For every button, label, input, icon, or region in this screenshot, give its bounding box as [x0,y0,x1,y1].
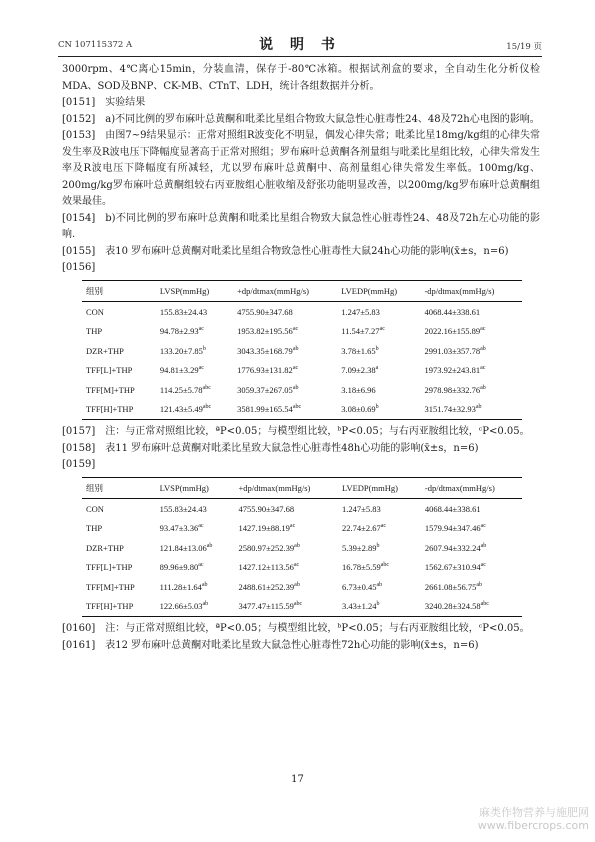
significance-mark: abc [202,404,212,411]
table-row [82,302,522,322]
significance-mark: ac [198,365,204,372]
table-cell: 121.84±13.06$^{ab}$ [159,542,213,553]
column-header: +dp/dtmax(mmHg/s) [233,280,337,302]
table-cell: 7.09±2.38$^a$ [341,365,379,375]
watermark-line: www.fibercrops.com [477,819,589,832]
table-cell: 121.43±5.49$^{abc}$ [156,400,233,420]
significance-mark: ab [476,581,483,588]
significance-mark: ac [380,523,387,530]
table-cell: 1776.93±131.82$^{ac}$ [237,365,299,375]
table-cell: THP [86,523,103,533]
significance-mark: ac [480,365,486,372]
document-title: 说 明 书 [259,37,341,53]
table-cell: CON [86,503,104,514]
table-11-body [82,499,522,617]
paragraph-0159: [0159] [62,459,96,470]
document-body [62,62,540,654]
table-cell: 1.247±5.83 [341,306,380,317]
table-cell: 3151.74±32.93$^{ab}$ [420,400,522,420]
table-cell: 1.247±5.83 [342,503,381,514]
table-cell: 155.83±24.43 [159,503,207,514]
significance-mark: ac [198,523,204,530]
table-cell: 3.43±1.24$^b$ [338,597,421,617]
paragraph-0154: [0154] b)不同比例的罗布麻叶总黄酮和吡柔比星组合物致大鼠急性心脏毒性24、48及72h左心功能的影响. [62,212,540,240]
table-cell: 4068.44±338.61 [424,503,481,514]
significance-mark: b [376,601,380,608]
table-cell: TFF[L]+THP [86,365,133,375]
column-header: +dp/dtmax(mmHg/s) [234,477,338,499]
table-cell: 114.25±5.78$^{abc}$ [159,384,211,395]
paragraph-0151: [0151] 实验结果 [62,97,146,108]
table-row [82,538,522,558]
table-row [82,361,522,381]
significance-mark: ac [198,326,204,333]
significance-mark: abc [380,562,390,569]
table-cell: 3.08±0.69$^b$ [337,400,420,420]
column-header: 组别 [82,477,156,499]
significance-mark: ac [379,326,385,333]
significance-mark: ab [292,345,299,352]
table-cell: 4755.90±347.68 [238,503,295,514]
significance-mark: ac [293,562,300,569]
significance-mark: ab [202,601,209,608]
significance-mark: ac [289,523,296,530]
table-row [82,558,522,578]
table-cell: 2022.16±155.89$^{ac}$ [424,326,486,336]
table-cell: 1562.67±310.94$^{ac}$ [424,562,486,572]
table-cell: 3.78±1.65$^b$ [341,345,379,356]
table-cell: 155.83±24.43 [159,306,208,317]
significance-mark: abc [292,404,302,411]
table11-caption: [0158] 表11 罗布麻叶总黄酮对吡柔比星致大鼠急性心脏毒性48h心功能的影响(x̄±s，n=6) [62,442,479,454]
table-cell: 2978.98±332.76$^{ab}$ [424,384,486,395]
table-cell: TFF[H]+THP [82,597,156,617]
table-cell: TFF[L]+THP [86,562,133,572]
table-cell: 94.78±2.93$^{ac}$ [159,326,204,336]
significance-mark: ac [480,523,486,530]
table-row [82,322,522,342]
significance-mark: ab [294,581,300,588]
table-row [82,519,522,539]
table-row [82,577,522,597]
table-cell: 11.54±7.27$^{ac}$ [341,326,385,336]
table-header-row [82,477,522,499]
significance-mark: ac [292,326,299,333]
significance-mark: abc [202,384,211,391]
table-cell: DZR+THP [86,345,124,356]
table-cell: THP [86,326,103,336]
paragraph-0153: [0153] 由图7~9结果显示：正常对照组R波变化不明显，偶发心律失常；吡柔比星18mg/kg组的心律失常发生率及R波电压下降幅度显著高于正常对照组；罗布麻叶总黄酮各剂量组与吡柔比星组比较，心律失常发生率及R波电压下降幅度有所减轻，尤以罗布麻叶总黄酮中、高剂量组心律失常发生率低。100mg/kg、200mg/kg罗布麻叶总黄酮组较右丙亚胺组心脏收缩及舒张功能明显改善，以200mg/kg罗布麻叶总黄酮组效果最佳。 [62,130,540,207]
table-cell: 2607.94±332.24$^{ab}$ [424,542,487,553]
table-10-body [82,302,522,420]
significance-mark: b [376,542,380,549]
table-cell: 89.96±9.80$^{ac}$ [159,562,204,572]
significance-mark: b [202,345,206,352]
significance-mark: ab [480,345,486,352]
table-cell: CON [86,306,104,317]
table-row [82,597,522,617]
page-number: 17 [291,774,304,785]
significance-mark: ab [475,404,482,411]
watermark [478,806,589,832]
table-cell: 111.28±1.64$^{ab}$ [159,581,208,592]
table-cell: 3477.47±115.59$^{abc}$ [234,597,338,617]
table-cell: 1973.92±243.81$^{ac}$ [424,365,486,375]
page-indicator: 15/19 页 [506,42,542,52]
table10-caption: [0155] 表10 罗布麻叶总黄酮对吡柔比星组合物致急性心脏毒性大鼠24h心功能的影响(x̄±s，n=6) [62,245,509,257]
significance-mark: ab [294,542,300,549]
table-cell: TFF[H]+THP [82,400,156,420]
table-cell: 93.47±3.36$^{ac}$ [159,523,204,533]
table-cell: 133.20±7.85$^b$ [159,345,206,356]
significance-mark: ab [480,384,486,391]
table-cell: 4755.90±347.68 [237,306,293,317]
table-cell: 1427.19±88.19$^{ac}$ [238,523,296,533]
table-cell: 3.18±6.96 [341,384,376,395]
table-10 [82,280,522,421]
paragraph-0160: [0160] 注：与正常对照组比较，ªP<0.05；与模型组比较，ᵇP<0.05；与右丙亚胺组比较，ᶜP<0.05。 [62,623,530,634]
page-header [58,30,542,57]
significance-mark: abc [293,601,303,608]
table-cell: 3581.99±165.54$^{abc}$ [233,400,337,420]
table-cell: 3059.37±267.05$^{ab}$ [237,384,299,395]
table-cell: TFF[M]+THP [86,581,135,592]
table-cell: 1427.12±113.56$^{ac}$ [238,562,300,572]
table-cell: 1953.82±195.56$^{ac}$ [237,326,299,336]
significance-mark: ab [292,384,299,391]
table-cell: 16.78±5.59$^{abc}$ [342,562,390,572]
column-header: LVEDP(mmHg) [337,280,420,302]
watermark-line: 麻类作物营养与施肥网 [479,806,589,819]
table-cell: DZR+THP [86,542,124,553]
significance-mark: ac [480,562,486,569]
significance-mark: ac [292,365,299,372]
column-header: LVSP(mmHg) [156,477,235,499]
table-cell: 2991.03±357.78$^{ab}$ [424,345,486,356]
column-header: LVEDP(mmHg) [338,477,421,499]
table-row [82,499,522,519]
table-cell: 2661.08±56.75$^{ab}$ [424,581,483,592]
patent-number: CN 107115372 A [58,40,133,50]
paragraph-intro: 3000rpm、4℃离心15min，分装血清，保存于-80℃冰箱。根据试剂盒的要求，全自动生化分析仪检MDA、SOD及BNP、CK-MB、CTnT、LDH，统计各组数据并分析。 [62,64,540,92]
table-cell: 3240.28±324.58$^{abc}$ [421,597,522,617]
significance-mark: ab [480,542,487,549]
column-header: -dp/dtmax(mmHg/s) [421,477,522,499]
significance-mark: a [375,365,379,372]
table-cell: 2488.61±252.39$^{ab}$ [238,581,300,592]
significance-mark: ab [201,581,208,588]
table-cell: 94.81±3.29$^{ac}$ [159,365,204,375]
paragraph-0152: [0152] a)不同比例的罗布麻叶总黄酮和吡柔比星组合物致大鼠急性心脏毒性24、48及72h心电图的影响。 [62,113,540,125]
column-header: 组别 [82,280,156,302]
significance-mark: ac [198,562,204,569]
table-row [82,341,522,361]
column-header: LVSP(mmHg) [156,280,233,302]
significance-mark: b [375,404,379,411]
significance-mark: ac [480,326,486,333]
significance-mark: abc [480,601,489,608]
paragraph-0156: [0156] [62,262,96,273]
table-cell: 2580.97±252.39$^{ab}$ [238,542,300,553]
table-row [82,380,522,400]
table-cell: 3043.35±168.79$^{ab}$ [237,345,299,356]
significance-mark: b [375,345,379,352]
table-cell: 1579.94±347.46$^{ac}$ [424,523,486,533]
table-header-row [82,280,522,302]
table-cell: 6.73±0.45$^{ab}$ [342,581,383,592]
table-cell: TFF[M]+THP [86,384,135,395]
table-cell: 4068.44±338.61 [424,306,481,317]
table-11 [82,477,522,618]
significance-mark: ab [376,581,383,588]
table-cell: 5.39±2.89$^b$ [342,542,380,553]
table-cell: 22.74±2.67$^{ac}$ [342,523,387,533]
significance-mark: ab [206,542,213,549]
paragraph-0157: [0157] 注：与正常对照组比较，ªP<0.05；与模型组比较，ᵇP<0.05；与右丙亚胺组比较，ᶜP<0.05。 [62,426,530,437]
table-row [82,400,522,420]
table12-caption: [0161] 表12 罗布麻叶总黄酮对吡柔比星致大鼠急性心脏毒性72h心功能的影响(x̄±s，n=6) [62,639,479,651]
table-cell: 122.66±5.03$^{ab}$ [156,597,235,617]
column-header: -dp/dtmax(mmHg/s) [420,280,522,302]
